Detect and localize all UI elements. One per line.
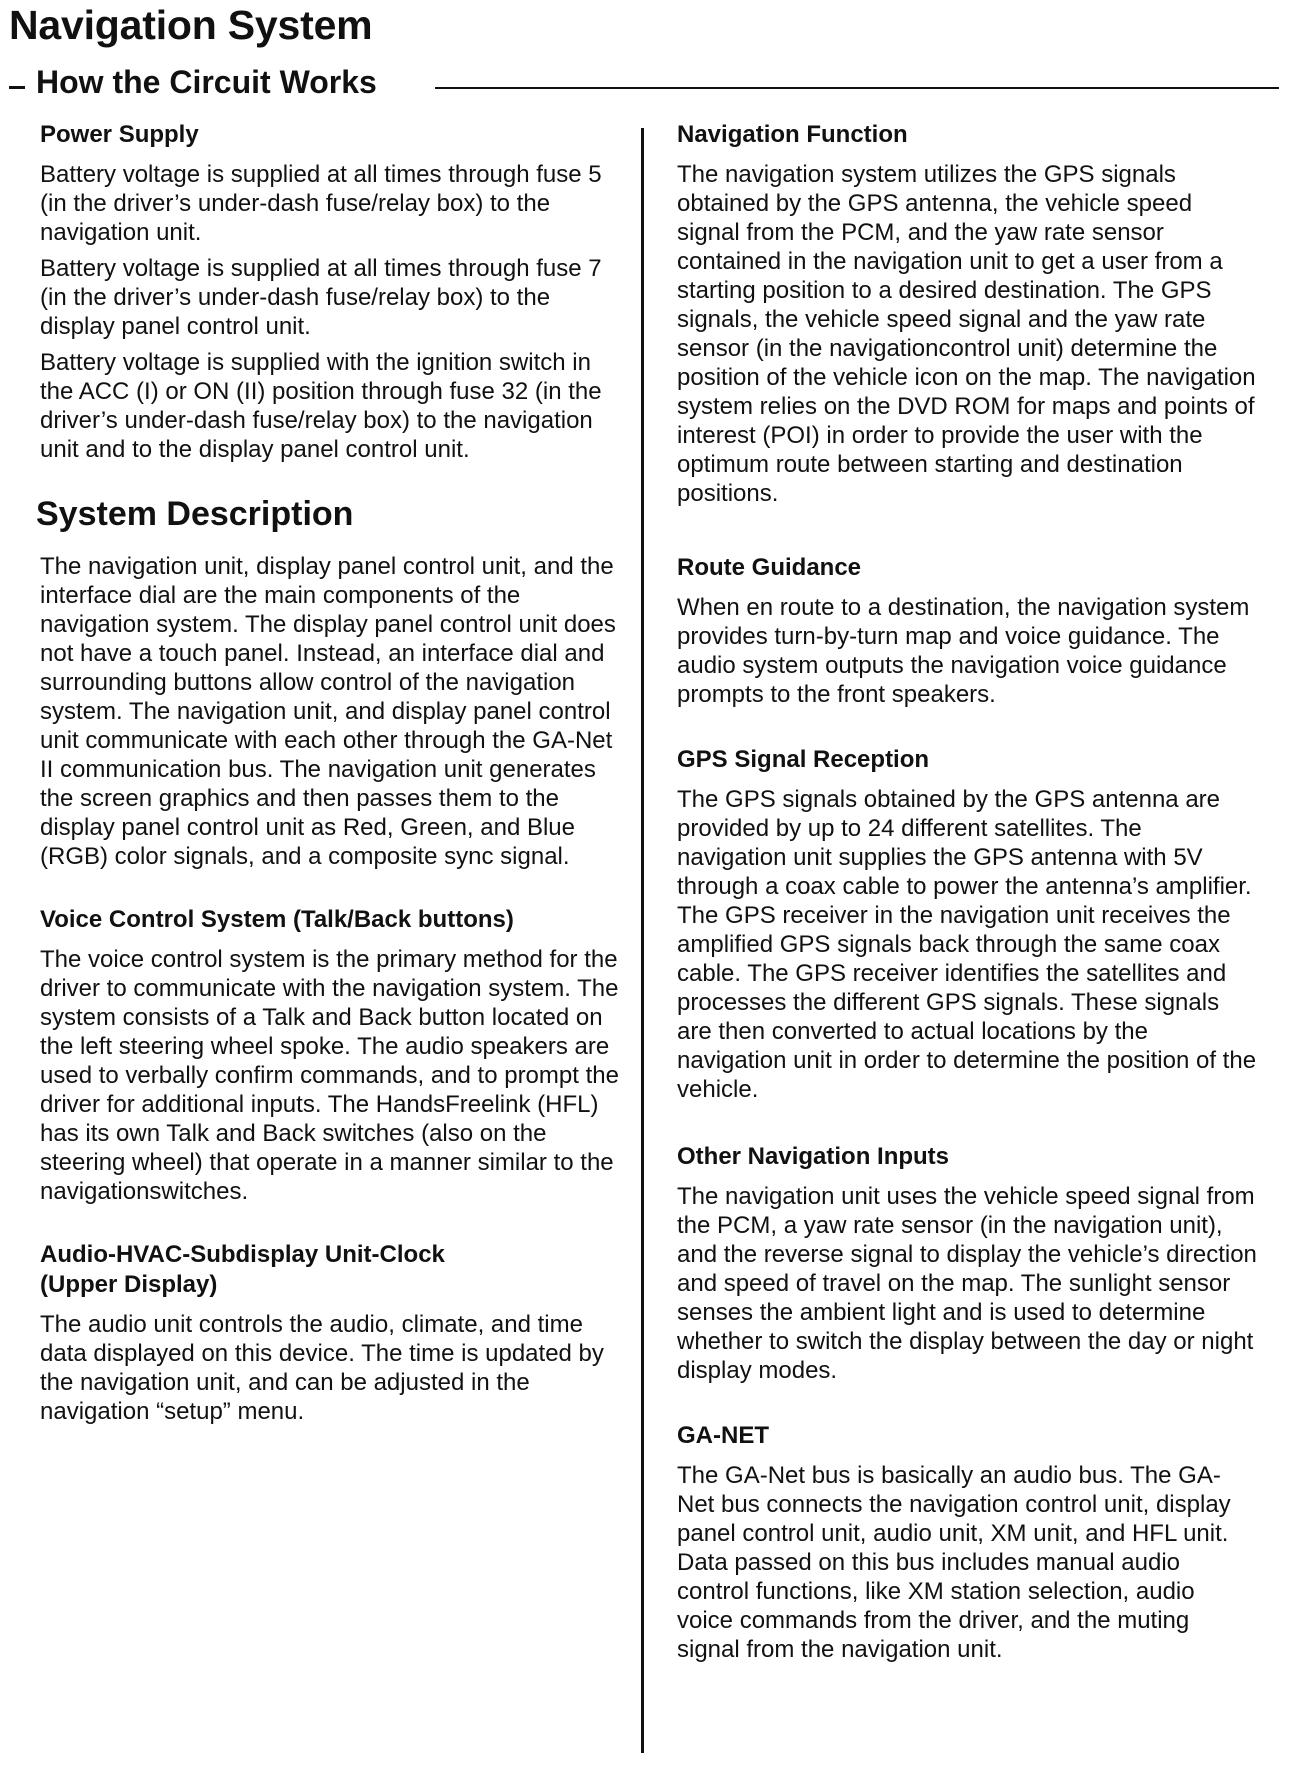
page-subtitle: How the Circuit Works — [36, 64, 377, 100]
power-supply-heading: Power Supply — [40, 121, 199, 148]
power-supply-paragraph-1: Battery voltage is supplied at all times through fuse 5 (in the driver’s under-dash fuse/relay box) to the navigation unit. — [40, 161, 602, 246]
gps-signal-heading: GPS Signal Reception — [677, 746, 930, 773]
section-system-description — [36, 494, 620, 871]
power-supply-paragraph-3: Battery voltage is supplied with the ignition switch in the ACC (I) or ON (II) position through fuse 32 (in the driver’s under-dash fuse/relay box) to the navigation unit and to the display panel control unit. — [40, 349, 602, 463]
subtitle-dash — [9, 86, 25, 89]
section-navigation-function — [677, 120, 1257, 508]
audio-hvac-heading-line-1: Audio-HVAC-Subdisplay Unit-Clock — [40, 1241, 445, 1268]
gps-signal-paragraph: The GPS signals obtained by the GPS antenna are provided by up to 24 different satellites. The navigation unit supplies the GPS antenna with 5V through a coax cable to power the antenna’s amplifier. The GPS receiver in the navigation unit receives the amplified GPS signals back through the same coax cable. The GPS receiver identifies the satellites and processes the different GPS signals. These signals are then converted to actual locations by the navigation unit in order to determine the position of the vehicle. — [677, 786, 1257, 1103]
other-inputs-paragraph: The navigation unit uses the vehicle speed signal from the PCM, a yaw rate sensor (in the navigation unit), and the reverse signal to display the vehicle’s direction and speed of travel on the map. The sunlight sensor senses the ambient light and is used to determine whether to switch the display between the day or night display modes. — [677, 1183, 1257, 1384]
other-inputs-heading: Other Navigation Inputs — [677, 1143, 950, 1170]
voice-control-heading: Voice Control System (Talk/Back buttons) — [40, 906, 514, 933]
section-audio-hvac — [40, 1240, 620, 1426]
page-title: Navigation System — [9, 2, 373, 48]
column-divider — [641, 128, 644, 1753]
route-guidance-paragraph: When en route to a destination, the navigation system provides turn-by-turn map and voice guidance. The audio system outputs the navigation voice guidance prompts to the front speakers. — [677, 594, 1250, 708]
ga-net-heading: GA-NET — [677, 1422, 769, 1449]
voice-control-paragraph: The voice control system is the primary method for the driver to communicate with the navigation system. The system consists of a Talk and Back button located on the left steering wheel spoke. The audio speakers are used to verbally confirm commands, and to prompt the driver for additional inputs. The HandsFreelink (HFL) has its own Talk and Back switches (also on the steering wheel) that operate in a manner similar to the navigationswitches. — [40, 946, 619, 1205]
audio-hvac-heading-line-2: (Upper Display) — [40, 1271, 218, 1298]
audio-hvac-heading — [40, 1240, 620, 1300]
system-description-paragraph: The navigation unit, display panel control unit, and the interface dial are the main components of the navigation system. The display panel control unit does not have a touch panel. Instead, an interface dial and surrounding buttons allow control of the navigation system. The navigation unit, and display panel control unit communicate with each other through the GA-Net II communication bus. The navigation unit generates the screen graphics and then passes them to the display panel control unit as Red, Green, and Blue (RGB) color signals, and a composite sync signal. — [40, 553, 616, 870]
route-guidance-heading: Route Guidance — [677, 554, 862, 581]
navigation-function-heading: Navigation Function — [677, 121, 908, 148]
section-power-supply — [40, 120, 620, 464]
section-gps-signal — [677, 745, 1257, 1104]
power-supply-paragraph-2: Battery voltage is supplied at all times through fuse 7 (in the driver’s under-dash fuse/relay box) to the display panel control unit. — [40, 255, 602, 340]
section-route-guidance — [677, 553, 1257, 709]
section-voice-control — [40, 905, 620, 1206]
left-column — [36, 120, 620, 1426]
navigation-function-paragraph: The navigation system utilizes the GPS signals obtained by the GPS antenna, the vehicle speed signal from the PCM, and the yaw rate sensor contained in the navigation unit to get a user from a starting position to a desired destination. The GPS signals, the vehicle speed signal and the yaw rate sensor (in the navigationcontrol unit) determine the position of the vehicle icon on the map. The navigation system relies on the DVD ROM for maps and points of interest (POI) in order to provide the user with the optimum route between starting and destination positions. — [677, 161, 1256, 507]
ga-net-paragraph: The GA-Net bus is basically an audio bus. The GA-Net bus connects the navigation control unit, display panel control unit, audio unit, XM unit, and HFL unit. Data passed on this bus includes manual audio control functions, like XM station selection, audio voice commands from the driver, and the muting signal from the navigation unit. — [677, 1462, 1231, 1663]
section-ga-net — [677, 1421, 1257, 1664]
subtitle-row — [9, 64, 1279, 104]
subtitle-rule — [435, 87, 1279, 89]
system-description-heading: System Description — [36, 495, 354, 533]
section-other-inputs — [677, 1142, 1257, 1385]
audio-hvac-paragraph: The audio unit controls the audio, climate, and time data displayed on this device. The time is updated by the navigation unit, and can be adjusted in the navigation “setup” menu. — [40, 1311, 604, 1425]
right-column — [677, 120, 1257, 1664]
